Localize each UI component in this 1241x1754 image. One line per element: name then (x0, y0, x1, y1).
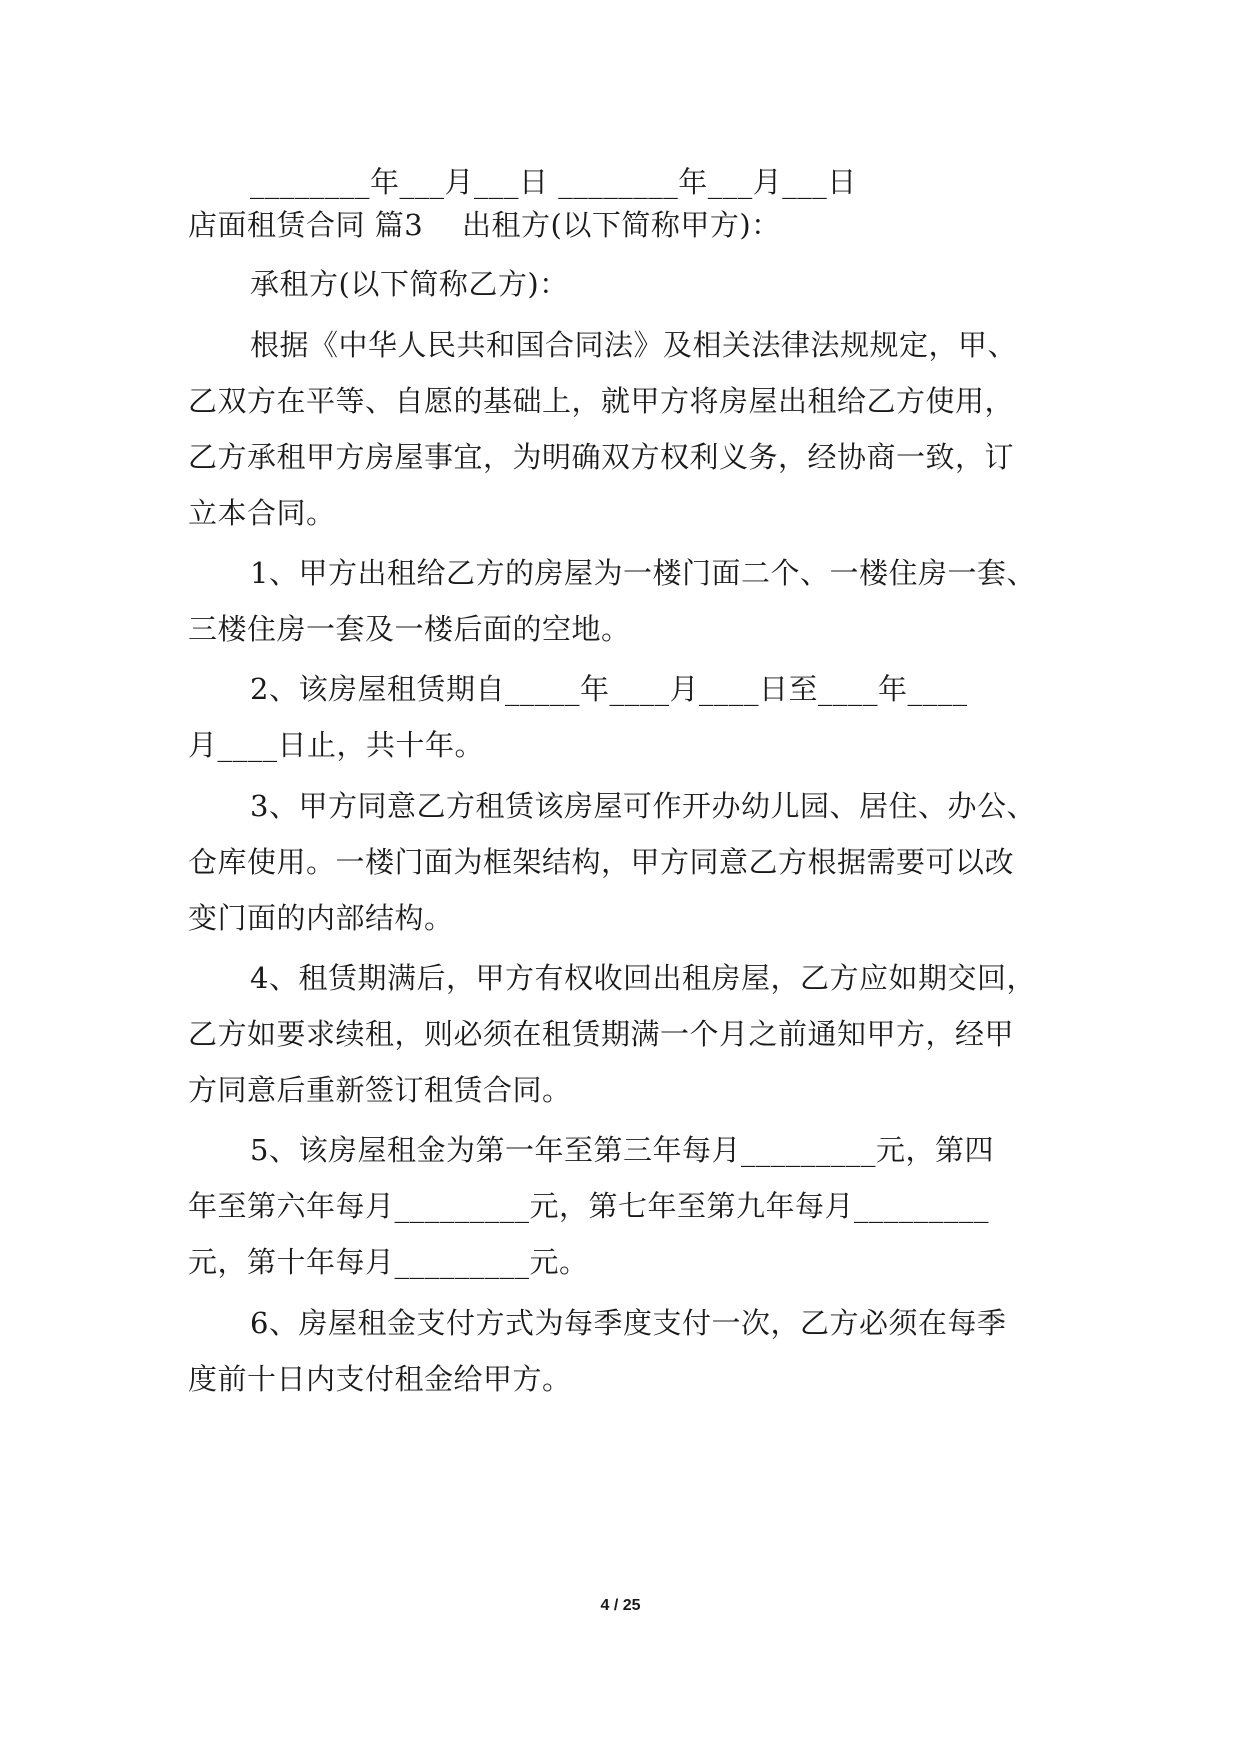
clause-1-line-2: 三楼住房一套及一楼后面的空地。 (188, 612, 631, 646)
clause-2-line-2: 月____日止，共十年。 (188, 728, 485, 762)
clause-1-line-1: 1、甲方出租给乙方的房屋为一楼门面二个、一楼住房一套、 (250, 556, 1036, 590)
clause-3-line-2: 仓库使用。一楼门面为框架结构，甲方同意乙方根据需要可以改 (188, 845, 1015, 879)
signature-date-line: ________年___月___日 ________年___月___日 (250, 165, 857, 199)
page-number: 4 / 25 (600, 1597, 641, 1614)
clause-6-line-2: 度前十日内支付租金给甲方。 (188, 1362, 572, 1396)
preamble-line-1: 根据《中华人民共和国合同法》及相关法律法规规定，甲、 (250, 328, 1018, 362)
clause-3-line-3: 变门面的内部结构。 (188, 901, 454, 935)
preamble-line-4: 立本合同。 (188, 496, 336, 530)
lessee-line: 承租方(以下简称乙方)： (250, 267, 569, 301)
contract-heading-line: 店面租赁合同 篇3 出租方(以下简称甲方)： (188, 208, 781, 242)
clause-5-line-2: 年至第六年每月_________元，第七年至第九年每月_________ (188, 1189, 990, 1223)
clause-4-line-2: 乙方如要求续租，则必须在租赁期满一个月之前通知甲方，经甲 (188, 1017, 1015, 1051)
preamble-line-2: 乙双方在平等、自愿的基础上，就甲方将房屋出租给乙方使用， (188, 384, 1015, 418)
clause-2-line-1: 2、该房屋租赁期自_____年____月____日至____年____ (250, 672, 968, 706)
preamble-line-3: 乙方承租甲方房屋事宜，为明确双方权利义务，经协商一致，订 (188, 440, 1015, 474)
clause-4-line-3: 方同意后重新签订租赁合同。 (188, 1073, 572, 1107)
clause-3-line-1: 3、甲方同意乙方租赁该房屋可作开办幼儿园、居住、办公、 (250, 789, 1036, 823)
clause-5-line-1: 5、该房屋租金为第一年至第三年每月_________元，第四 (250, 1133, 994, 1167)
clause-5-line-3: 元，第十年每月_________元。 (188, 1245, 589, 1279)
clause-4-line-1: 4、租赁期满后，甲方有权收回出租房屋，乙方应如期交回， (250, 961, 1036, 995)
clause-6-line-1: 6、房屋租金支付方式为每季度支付一次，乙方必须在每季 (250, 1306, 1007, 1340)
